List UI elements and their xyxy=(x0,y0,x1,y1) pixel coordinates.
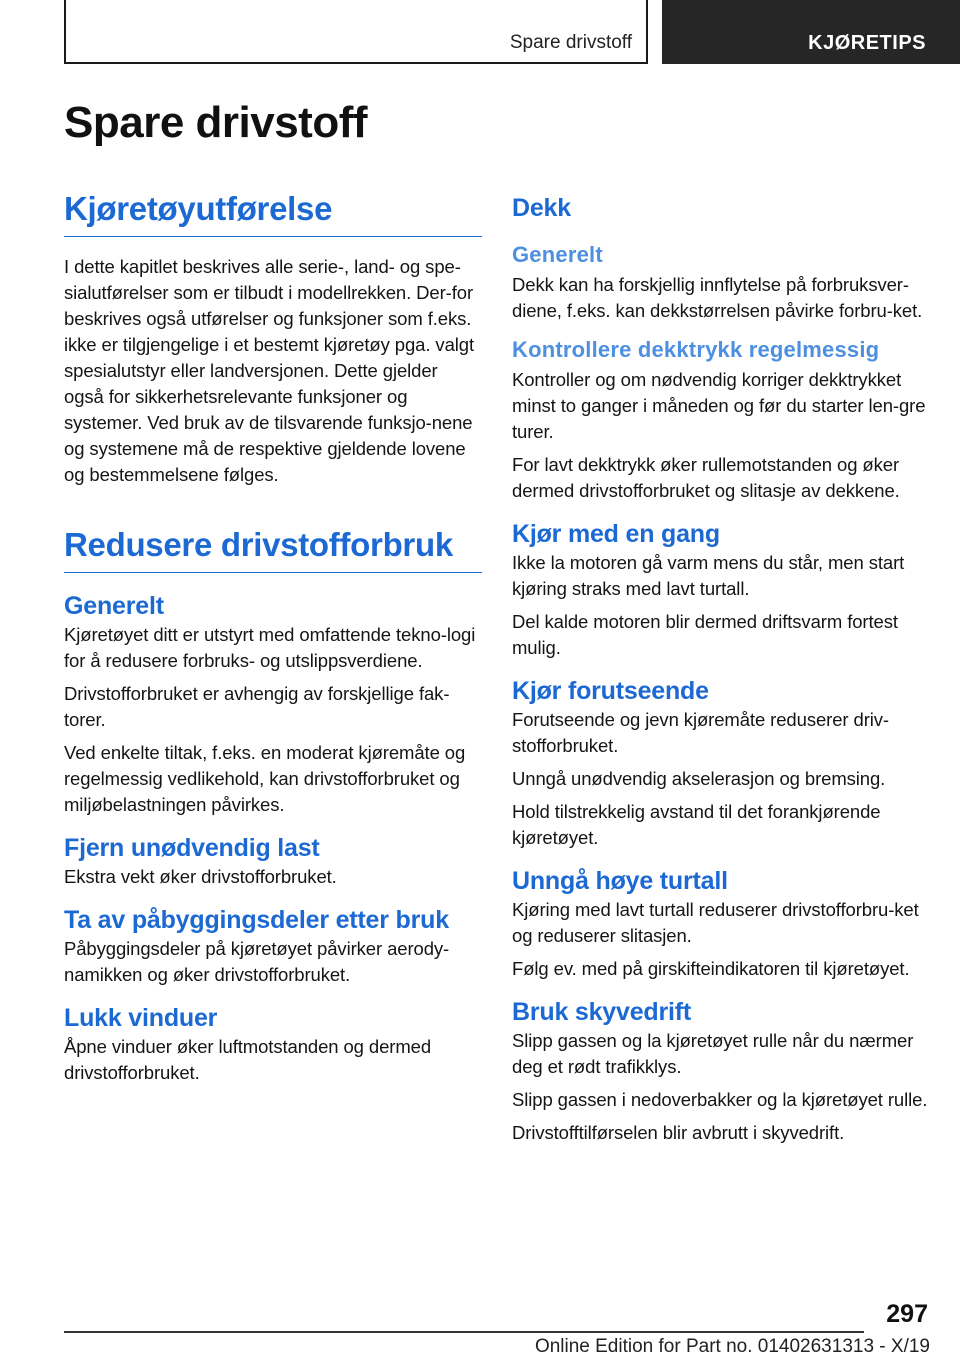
paragraph-vehicle-version: I dette kapitlet beskrives alle serie-, land- og spe-sialutførelser som er tilbudt i modellrekken. Der-for beskrives også utførelser og funksjoner som f.eks. ikke er tilgjengelige i et bestemt kjøretøy pga. valgt spesialutstyr eller landversjonen. Dette gjelder også for sikkerhetsrelevante funksjoner og systemer. Ved bruk av de tilsvarende funksjo-nene og systemene må de respektive gjeldende lovene og bestemmelsene følges. xyxy=(64,256,475,485)
paragraph-general-2: Drivstofforbruket er avhengig av forskjellige fak-torer. xyxy=(64,683,450,730)
paragraph-coast-1: Slipp gassen og la kjøretøyet rulle når du nærmer deg et rødt trafikklys. xyxy=(512,1030,914,1077)
footer-edition-text: Online Edition for Part no. 01402631313 - X/19 xyxy=(534,1336,930,1357)
heading-remove-attachments: Ta av påbyggingsdeler etter bruk xyxy=(64,906,449,934)
paragraph-general-3: Ved enkelte tiltak, f.eks. en moderat kjøremåte og regelmessig vedlikehold, kan drivstofforbruket og miljøbelastningen påvirkes. xyxy=(64,742,466,815)
heading-remove-load: Fjern unødvendig last xyxy=(64,834,320,862)
heading-avoid-high-rpm: Unngå høye turtall xyxy=(512,867,728,895)
left-column xyxy=(64,190,482,1086)
heading-vehicle-version: Kjøretøyutførelse xyxy=(64,190,482,237)
heading-close-windows: Lukk vinduer xyxy=(64,1004,218,1032)
paragraph-remove-attachments: Påbyggingsdeler på kjøretøyet påvirker aerody-namikken og øker drivstofforbruket. xyxy=(64,938,450,985)
page-title: Spare drivstoff xyxy=(64,98,368,147)
paragraph-close-windows: Åpne vinduer øker luftmotstanden og dermed drivstofforbruket. xyxy=(64,1036,432,1083)
heading-drive-immediately: Kjør med en gang xyxy=(512,520,720,548)
paragraph-general-1: Kjøretøyet ditt er utstyrt med omfattende tekno-logi for å redusere forbruks- og utslippsverdiene. xyxy=(64,624,476,671)
header-section-title: Spare drivstoff xyxy=(509,32,632,53)
header-section-box xyxy=(64,0,648,64)
footer-divider xyxy=(64,1331,864,1333)
paragraph-start-1: Ikke la motoren gå varm mens du står, men start kjøring straks med lavt turtall. xyxy=(512,552,905,599)
paragraph-pressure-1: Kontroller og om nødvendig korriger dekktrykket minst to ganger i måneden og før du starter len-gre turer. xyxy=(512,369,926,442)
header-chapter-tab xyxy=(662,0,960,64)
paragraph-coast-2: Slipp gassen i nedoverbakker og la kjøretøyet rulle. xyxy=(512,1089,928,1110)
heading-coasting: Bruk skyvedrift xyxy=(512,998,692,1026)
subheading-tyre-pressure: Kontrollere dekktrykk regelmessig xyxy=(512,337,880,362)
right-column xyxy=(512,190,930,1146)
paragraph-anticipate-2: Unngå unødvendig akselerasjon og bremsing. xyxy=(512,768,886,789)
heading-general: Generelt xyxy=(64,592,164,620)
page-number: 297 xyxy=(886,1300,928,1328)
paragraph-rpm-2: Følg ev. med på girskifteindikatoren til kjøretøyet. xyxy=(512,958,910,979)
paragraph-tyres: Dekk kan ha forskjellig innflytelse på forbruksver-diene, f.eks. kan dekkstørrelsen påvirke forbru-ket. xyxy=(512,274,923,321)
header-chapter-title: KJØRETIPS xyxy=(808,32,926,54)
paragraph-start-2: Del kalde motoren blir dermed driftsvarm fortest mulig. xyxy=(512,611,898,658)
heading-reduce-consumption: Redusere drivstofforbruk xyxy=(64,526,482,573)
heading-tyres: Dekk xyxy=(512,194,571,222)
paragraph-coast-3: Drivstofftilførselen blir avbrutt i skyvedrift. xyxy=(512,1122,845,1143)
subheading-tyres-general: Generelt xyxy=(512,242,603,267)
paragraph-anticipate-1: Forutseende og jevn kjøremåte reduserer driv-stofforbruket. xyxy=(512,709,889,756)
paragraph-pressure-2: For lavt dekktrykk øker rullemotstanden og øker dermed drivstofforbruket og slitasje av dekkene. xyxy=(512,454,900,501)
paragraph-anticipate-3: Hold tilstrekkelig avstand til det forankjørende kjøretøyet. xyxy=(512,801,881,848)
heading-drive-anticipating: Kjør forutseende xyxy=(512,677,709,705)
paragraph-rpm-1: Kjøring med lavt turtall reduserer drivstofforbru-ket og reduserer slitasjen. xyxy=(512,899,919,946)
paragraph-remove-load: Ekstra vekt øker drivstofforbruket. xyxy=(64,866,337,887)
